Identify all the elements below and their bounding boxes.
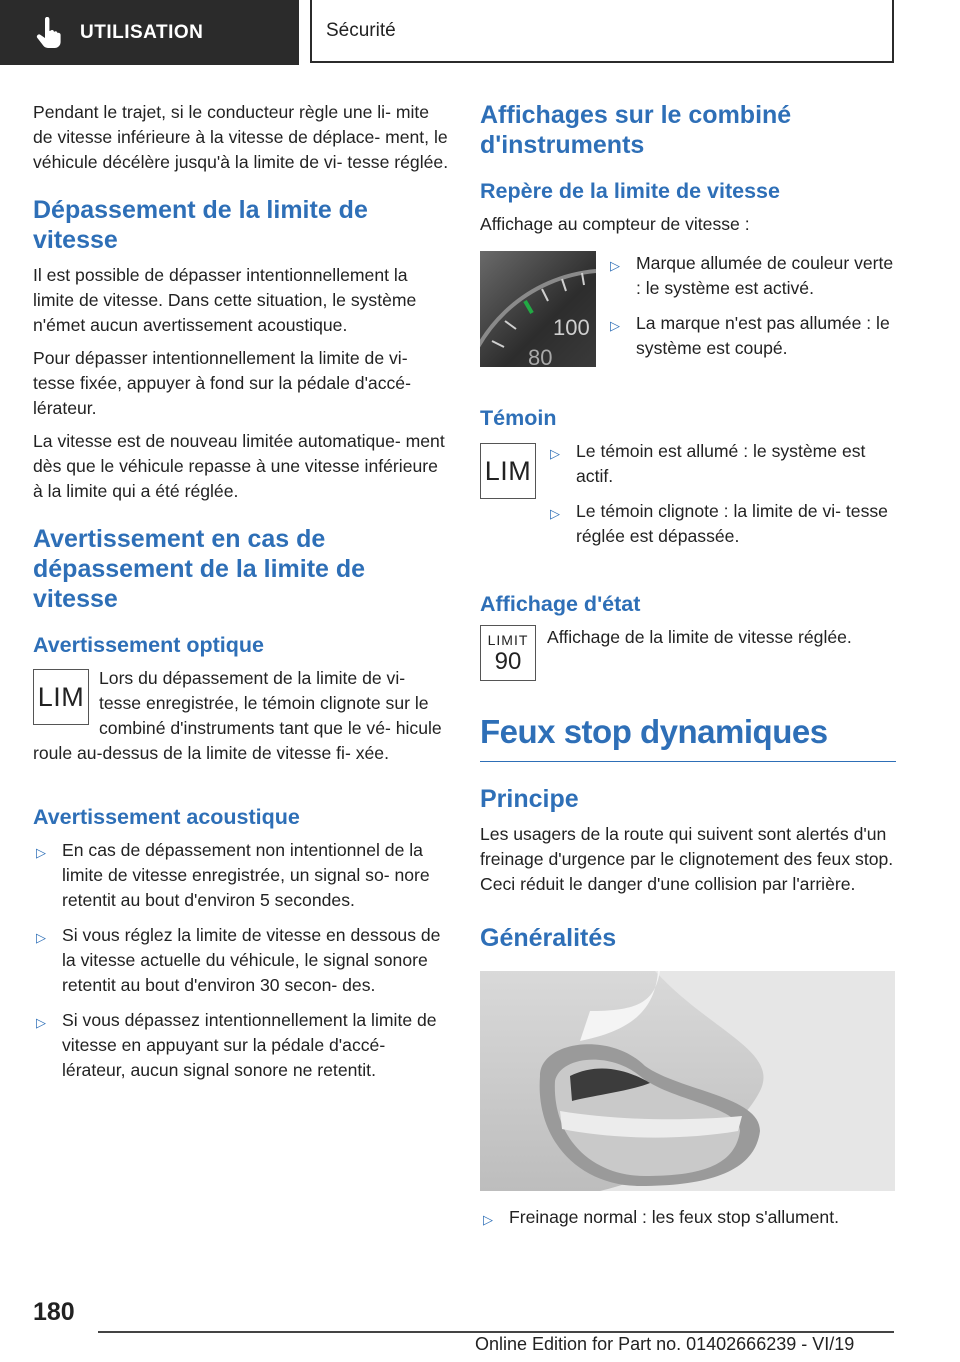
exceed-paragraph-2: Pour dépasser intentionnellement la limite de vi- tesse fixée, appuyer à fond sur la pédale d'accé- lérateur. — [33, 348, 411, 418]
chapter-title: Sécurité — [326, 19, 396, 41]
intro-paragraph: Pendant le trajet, si le conducteur règle une li- mite de vitesse inférieure à la vitesse de déplace- ment, le véhicule décélère jusqu'à la limite de vi- tesse réglée. — [33, 102, 449, 172]
triangle-bullet-icon: ▷ — [36, 1015, 46, 1030]
tail-light-image — [480, 971, 895, 1191]
list-item: ▷ Freinage normal : les feux stop s'allument. — [480, 1205, 896, 1230]
triangle-bullet-icon: ▷ — [550, 446, 560, 461]
limit-90-icon — [480, 625, 536, 681]
triangle-bullet-icon: ▷ — [550, 506, 560, 521]
marker-block — [480, 251, 896, 379]
list-item: ▷ Le témoin est allumé : le système est actif. — [550, 441, 866, 486]
section-tab — [0, 0, 299, 65]
heading-principle: Principe — [480, 785, 579, 813]
heading-general: Généralités — [480, 924, 617, 952]
list-item: ▷ Le témoin clignote : la limite de vi- tesse réglée est dépassée. — [550, 501, 888, 546]
section-title: UTILISATION — [80, 21, 204, 43]
acoustic-list — [33, 838, 449, 1083]
state-paragraph: Affichage de la limite de vitesse réglée. — [547, 627, 852, 647]
list-item: ▷ La marque n'est pas allumée : le système est coupé. — [610, 313, 890, 358]
exceed-paragraph-3: La vitesse est de nouveau limitée automatique- ment dès que le véhicule repasse à une vitesse inférieure à la limite qui a été réglée. — [33, 431, 445, 501]
triangle-bullet-icon: ▷ — [36, 845, 46, 860]
chapter-tab — [310, 0, 894, 63]
marker-list — [607, 251, 896, 371]
triangle-bullet-icon: ▷ — [483, 1212, 493, 1227]
triangle-bullet-icon: ▷ — [36, 930, 46, 945]
left-column — [33, 100, 449, 1093]
heading-display: Affichages sur le combiné d'instruments — [480, 101, 792, 159]
exceed-paragraph-1: Il est possible de dépasser intentionnellement la limite de vitesse. Dans cette situation, le système n'émet aucun avertissement acoustique. — [33, 265, 417, 335]
lim-indicator-icon: LIM — [33, 669, 89, 725]
speedo-label-100: 100 — [553, 315, 590, 340]
heading-brake-lights: Feux stop dynamiques — [480, 711, 896, 762]
footer-divider — [98, 1331, 894, 1333]
optical-block — [33, 666, 449, 774]
right-column — [480, 100, 896, 1240]
limit-value: 90 — [494, 647, 522, 675]
principle-paragraph: Les usagers de la route qui suivent sont alertés d'un freinage d'urgence par le clignotement des feux stop. Ceci réduit le danger d'une collision par l'arrière. — [480, 824, 894, 894]
footer-edition: Online Edition for Part no. 01402666239 - VI/19 — [475, 1334, 855, 1354]
list-item: ▷ Marque allumée de couleur verte : le système est activé. — [610, 253, 894, 298]
temoin-block — [480, 439, 896, 567]
hand-pointer-icon — [36, 17, 62, 49]
heading-temoin: Témoin — [480, 406, 557, 430]
heading-optical: Avertissement optique — [33, 633, 264, 657]
heading-warning: Avertissement en cas de dépassement de la limite de vitesse — [33, 525, 366, 613]
page-number: 180 — [33, 1298, 75, 1326]
heading-state: Affichage d'état — [480, 592, 641, 616]
speedo-label-80: 80 — [528, 345, 553, 367]
optical-paragraph: Lors du dépassement de la limite de vi- tesse enregistrée, le témoin clignote sur le combiné d'instruments tant que le vé- hicule roule au-dessus de la limite de vitesse fi- xée. — [33, 668, 442, 763]
speedometer-image — [480, 251, 596, 367]
temoin-list — [547, 439, 896, 559]
list-item: ▷ Si vous dépassez intentionnellement la limite de vitesse en appuyant sur la pédale d'accé- lérateur, aucun signal sonore ne retentit. — [36, 1010, 437, 1080]
heading-exceed: Dépassement de la limite de vitesse — [33, 196, 368, 254]
lim-indicator-icon: LIM — [480, 443, 536, 499]
state-block — [480, 625, 896, 681]
limit-label: LIMIT — [487, 631, 529, 648]
heading-marker: Repère de la limite de vitesse — [480, 179, 780, 203]
general-list — [480, 1205, 896, 1230]
tail-light-icon — [480, 971, 895, 1191]
heading-acoustic: Avertissement acoustique — [33, 805, 300, 829]
list-item: ▷ Si vous réglez la limite de vitesse en dessous de la vitesse actuelle du véhicule, le signal sonore retentit au bout d'environ 30 secon- des. — [36, 925, 441, 995]
triangle-bullet-icon: ▷ — [610, 318, 620, 333]
list-item: ▷ En cas de dépassement non intentionnel de la limite de vitesse enregistrée, un signal so- nore retentit au bout d'environ 5 secondes. — [36, 840, 430, 910]
triangle-bullet-icon: ▷ — [610, 258, 620, 273]
marker-paragraph: Affichage au compteur de vitesse : — [480, 214, 750, 234]
